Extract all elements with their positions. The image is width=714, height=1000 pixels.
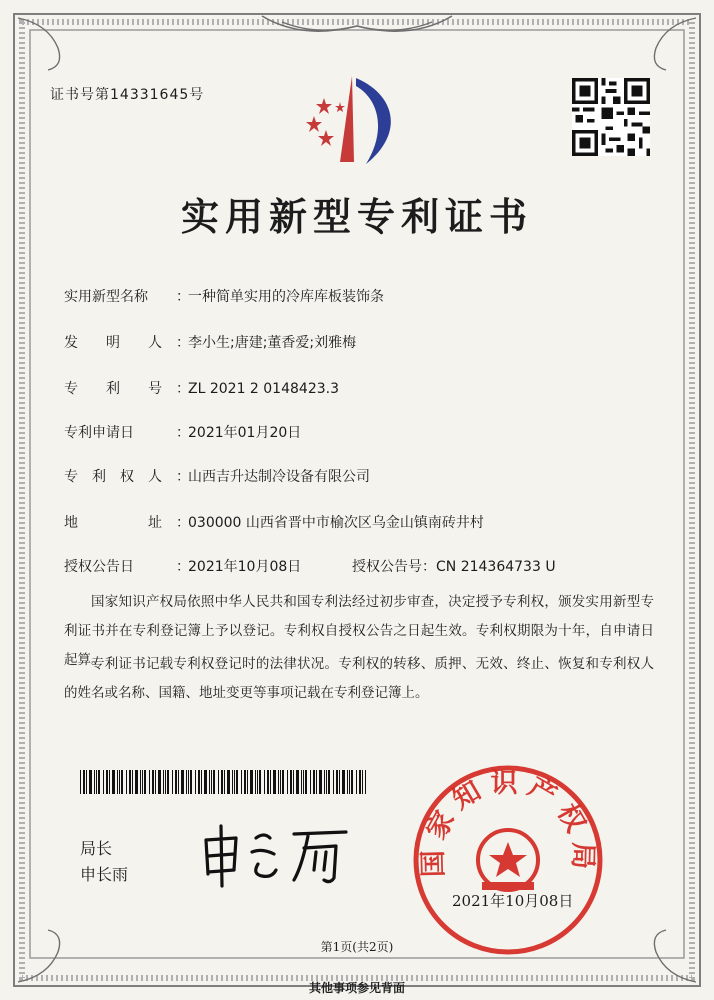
field-filing-date: 专利申请日 ：2021年01月20日	[64, 422, 301, 442]
field-label: 地 址	[64, 515, 162, 531]
field-label: 授权公告日	[64, 559, 134, 575]
field-value: 2021年10月08日	[188, 559, 302, 575]
field-value: 山西吉升达制冷设备有限公司	[188, 469, 370, 485]
field-label: 专 利 号	[64, 381, 162, 397]
qr-code-icon	[572, 78, 650, 156]
field-value: 一种简单实用的冷库库板装饰条	[188, 289, 384, 305]
field-grant-date: 授权公告日 ：2021年10月08日	[64, 556, 301, 576]
field-value: 2021年01月20日	[188, 425, 302, 441]
field-label: 专利申请日	[64, 425, 134, 441]
official-seal-icon	[410, 762, 606, 958]
field-address: 地 址 ：030000 山西省晋中市榆次区乌金山镇南砖井村	[64, 512, 484, 532]
certificate-number: 证书号第14331645号	[50, 87, 205, 103]
field-grant-publication-number: 授权公告号：CN 214364733 U	[352, 559, 556, 575]
statement-paragraph-1: 国家知识产权局依照中华人民共和国专利法经过初步审查，决定授予专利权，颁发实用新型专利证书并在专利登记簿上予以登记。专利权自授权公告之日起生效。专利权期限为十年，自申请日起算。	[64, 594, 654, 668]
field-label: 授权公告号	[352, 559, 422, 575]
footer-note: 其他事项参见背面	[308, 981, 405, 995]
statement-paragraph-2: 专利证书记载专利权登记时的法律状况。专利权的转移、质押、无效、终止、恢复和专利权人的姓名或名称、国籍、地址变更等事项记载在专利登记簿上。	[64, 656, 654, 701]
page-number: 第1页(共2页)	[320, 940, 394, 954]
field-inventors: 发 明 人 ：李小生;唐建;董香爱;刘雅梅	[64, 332, 356, 352]
field-value: ZL 2021 2 0148423.3	[188, 381, 339, 397]
field-patentee: 专 利 权 人 ：山西吉升达制冷设备有限公司	[64, 466, 370, 486]
field-value: CN 214364733 U	[436, 559, 556, 575]
field-label: 实用新型名称	[64, 289, 148, 305]
signature-icon	[196, 812, 366, 892]
cnipa-logo-icon	[296, 72, 412, 172]
field-value: 030000 山西省晋中市榆次区乌金山镇南砖井村	[188, 515, 484, 531]
director-title: 局长	[80, 839, 113, 858]
barcode-icon	[80, 770, 366, 794]
field-patent-number: 专 利 号 ：ZL 2021 2 0148423.3	[64, 378, 339, 398]
director-name: 申长雨	[80, 865, 129, 884]
field-value: 李小生;唐建;董香爱;刘雅梅	[188, 335, 357, 351]
certificate-title: 实用新型专利证书	[180, 195, 533, 239]
seal-text: 国家知识产权局	[417, 767, 599, 878]
field-label: 发 明 人	[64, 335, 162, 351]
seal-date: 2021年10月08日	[452, 892, 574, 910]
field-utility-model-name: 实用新型名称 ：一种简单实用的冷库库板装饰条	[64, 286, 384, 306]
field-label: 专 利 权 人	[64, 469, 162, 485]
